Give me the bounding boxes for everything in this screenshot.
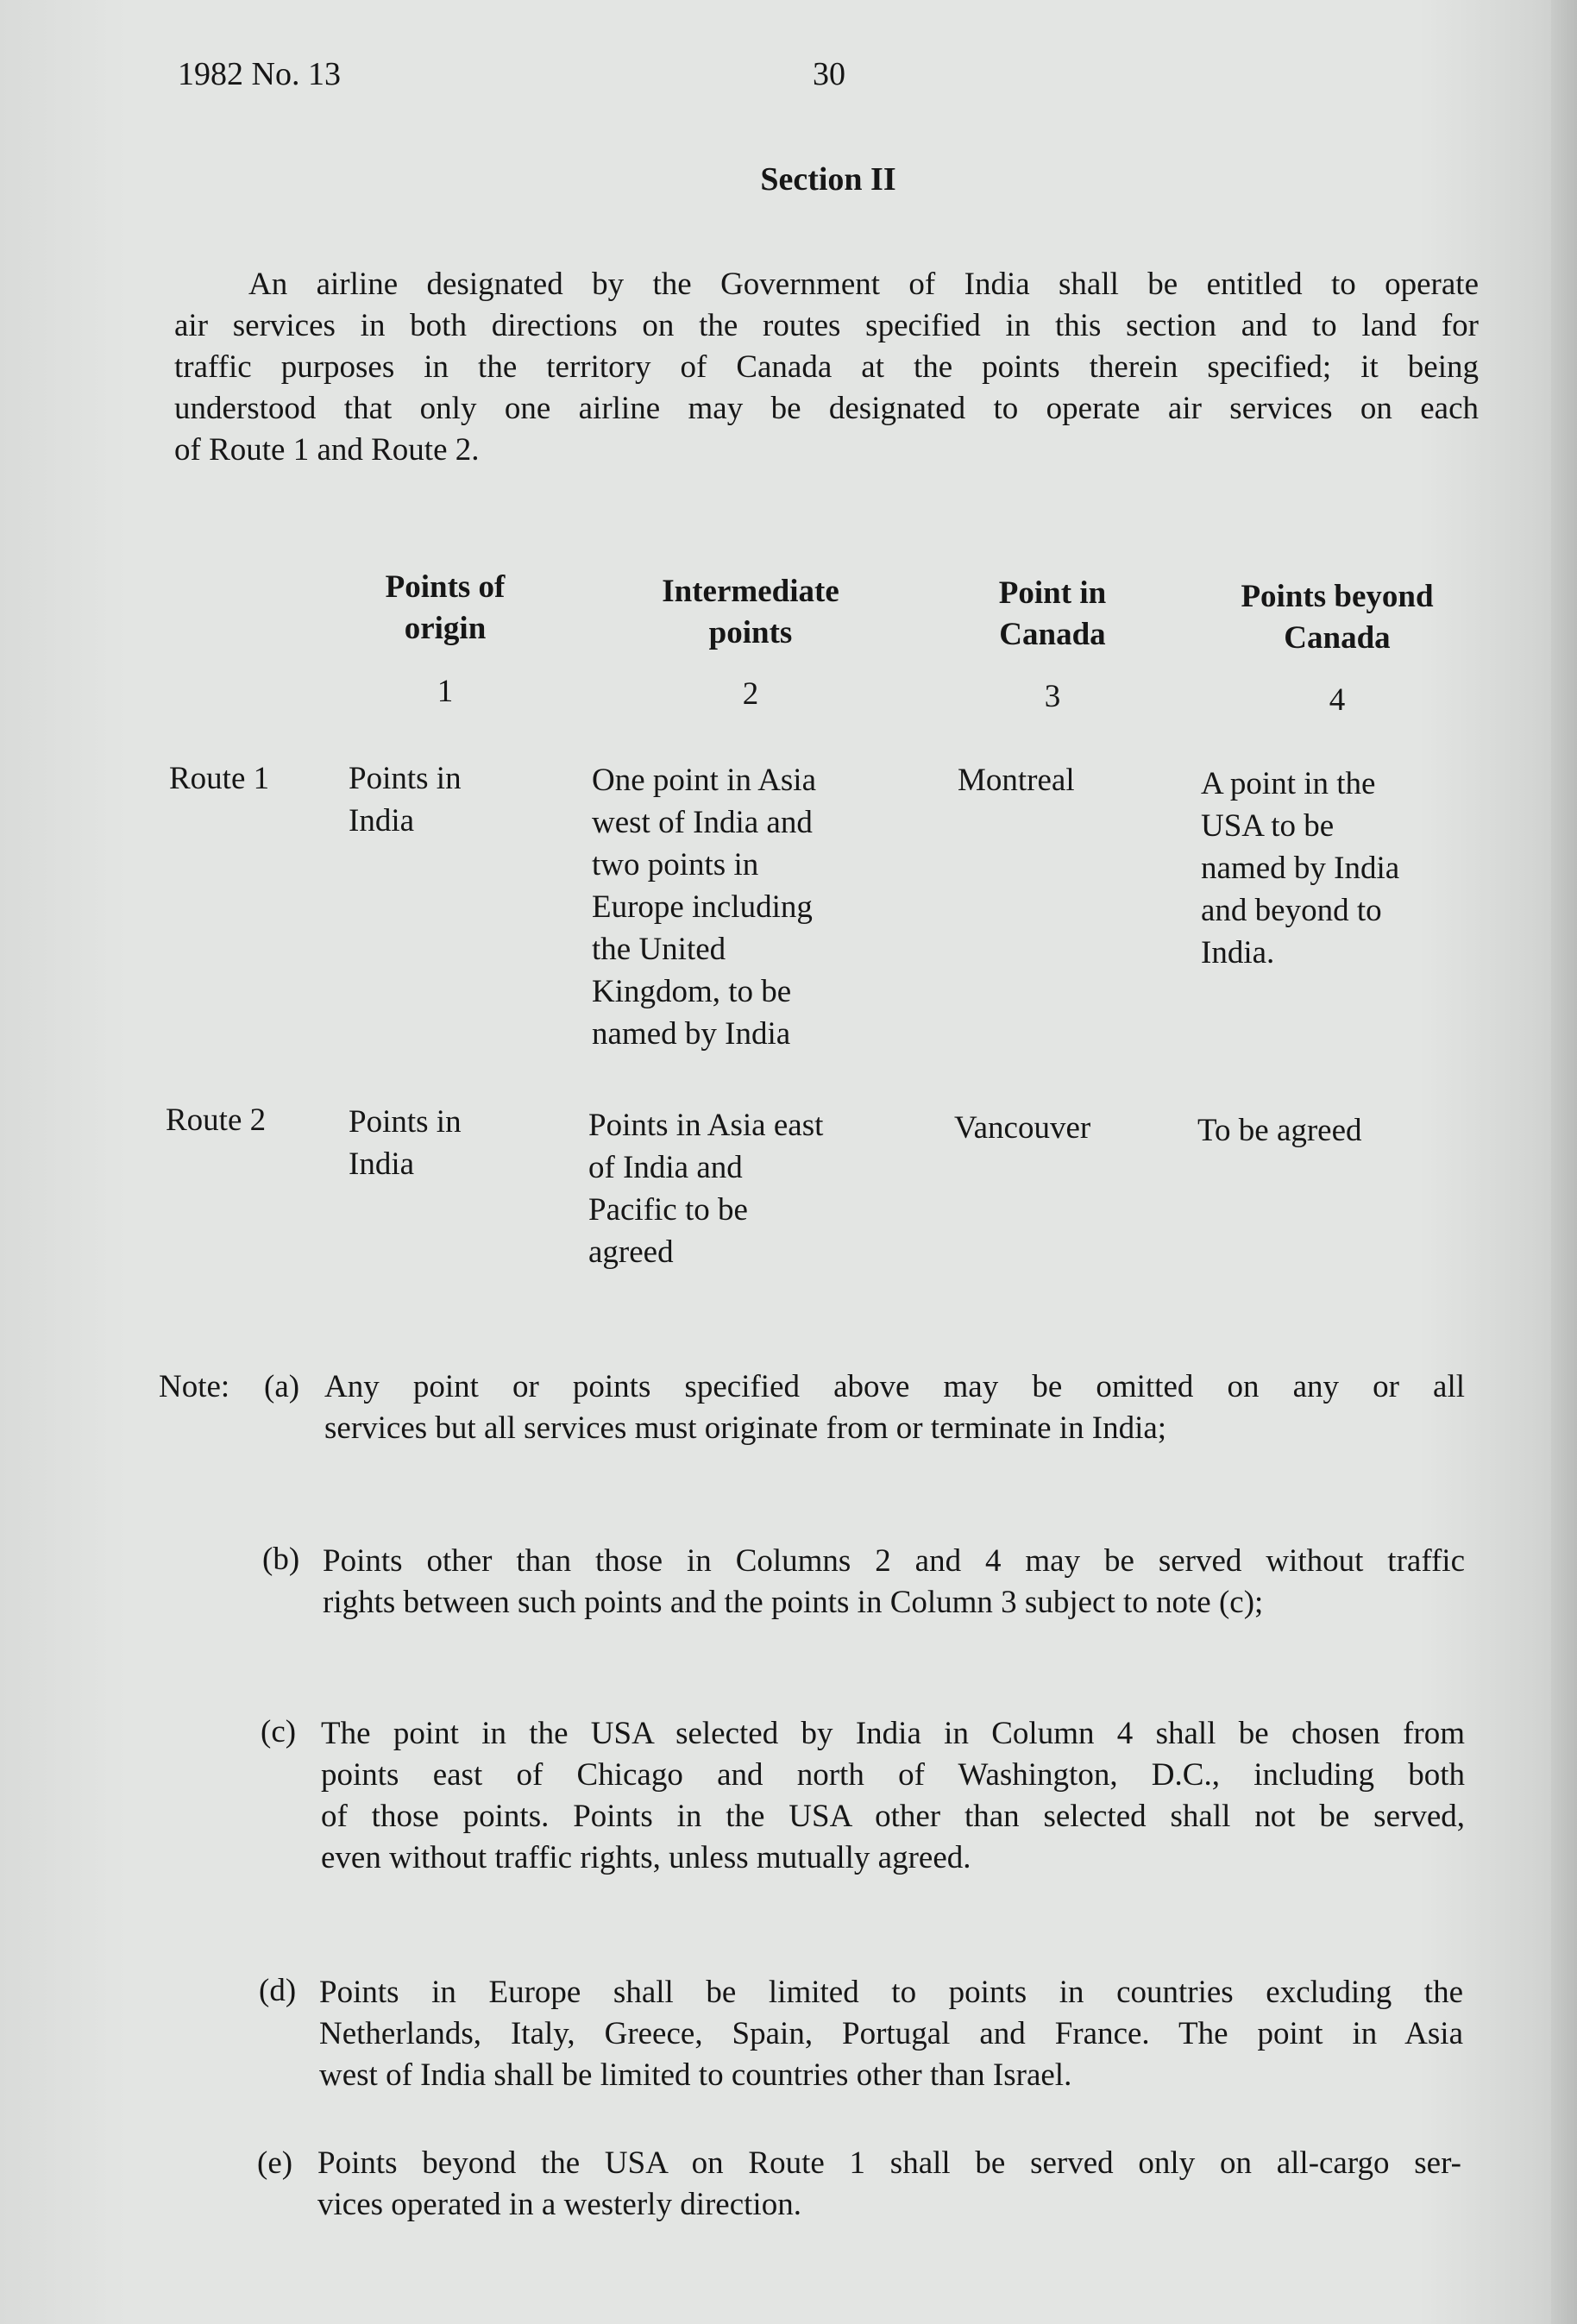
column-number: 1 <box>437 674 454 709</box>
note-line: Points in Europe shall be limited to points in countries excluding the <box>319 1975 1463 2010</box>
route-intermediate: Points in Asia east of India and Pacific to be agreed <box>588 1108 824 1270</box>
page-edge <box>1551 0 1577 2324</box>
intro-line: of Route 1 and Route 2. <box>174 432 480 468</box>
route-beyond: To be agreed <box>1197 1113 1362 1148</box>
note-item-e <box>317 2143 1461 2226</box>
note-line: vices operated in a westerly direction. <box>317 2187 801 2222</box>
column-heading-canada: Point in Canada <box>998 575 1107 652</box>
column-heading-origin: Points of origin <box>385 569 506 646</box>
intro-line: traffic purposes in the territory of Canada at the points therein specified; it being <box>174 349 1479 385</box>
page-number: 30 <box>813 56 845 92</box>
note-letter: (b) <box>262 1542 300 1577</box>
note-line: services but all services must originate from or terminate in India; <box>324 1410 1167 1446</box>
note-line: west of India shall be limited to countries other than Israel. <box>319 2057 1072 2093</box>
note-line: Points other than those in Columns 2 and 4 may be served without traffic <box>323 1543 1465 1579</box>
note-line: of those points. Points in the USA other than selected shall not be served, <box>321 1799 1465 1834</box>
note-line: Netherlands, Italy, Greece, Spain, Portugal and France. The point in Asia <box>319 2016 1463 2051</box>
intro-paragraph <box>174 264 1479 471</box>
intro-line: An airline designated by the Government of India shall be entitled to operate <box>248 267 1479 302</box>
route-origin: Points in India <box>349 1104 462 1182</box>
note-letter: (a) <box>264 1369 300 1404</box>
note-item-d <box>319 1972 1463 2096</box>
note-line: even without traffic rights, unless mutually agreed. <box>321 1840 971 1875</box>
route-canada-point: Vancouver <box>954 1110 1091 1146</box>
note-letter: (d) <box>259 1973 297 2008</box>
note-letter: (e) <box>257 2145 293 2181</box>
route-label: Route 1 <box>169 761 270 796</box>
column-number: 4 <box>1329 682 1346 718</box>
column-heading-beyond: Points beyond Canada <box>1241 579 1434 656</box>
note-item-c <box>321 1713 1465 1879</box>
note-item-b <box>323 1541 1465 1624</box>
intro-line: understood that only one airline may be designated to operate air services on each <box>174 391 1479 426</box>
note-line: Any point or points specified above may be omitted on any or all <box>324 1369 1465 1404</box>
column-number: 2 <box>742 676 759 712</box>
route-label: Route 2 <box>166 1102 267 1138</box>
note-letter: (c) <box>261 1714 297 1749</box>
note-item-a <box>324 1366 1465 1449</box>
route-beyond: A point in the USA to be named by India and beyond to India. <box>1201 766 1400 970</box>
route-origin: Points in India <box>349 761 462 839</box>
note-label: Note: <box>159 1369 230 1404</box>
route-canada-point: Montreal <box>958 763 1075 798</box>
note-line: The point in the USA selected by India in Column 4 shall be chosen from <box>321 1716 1465 1751</box>
section-title: Section II <box>760 161 896 198</box>
column-heading-intermediate: Intermediate points <box>662 574 839 650</box>
route-intermediate: One point in Asia west of India and two points in Europe including the United Kingdom, to be named by India <box>592 763 817 1052</box>
note-line: Points beyond the USA on Route 1 shall be served only on all-cargo ser- <box>317 2145 1461 2181</box>
column-number: 3 <box>1044 679 1061 714</box>
note-line: rights between such points and the points in Column 3 subject to note (c); <box>323 1585 1264 1620</box>
intro-line: air services in both directions on the routes specified in this section and to land for <box>174 308 1479 343</box>
note-line: points east of Chicago and north of Washington, D.C., including both <box>321 1757 1465 1793</box>
document-reference: 1982 No. 13 <box>178 56 341 92</box>
